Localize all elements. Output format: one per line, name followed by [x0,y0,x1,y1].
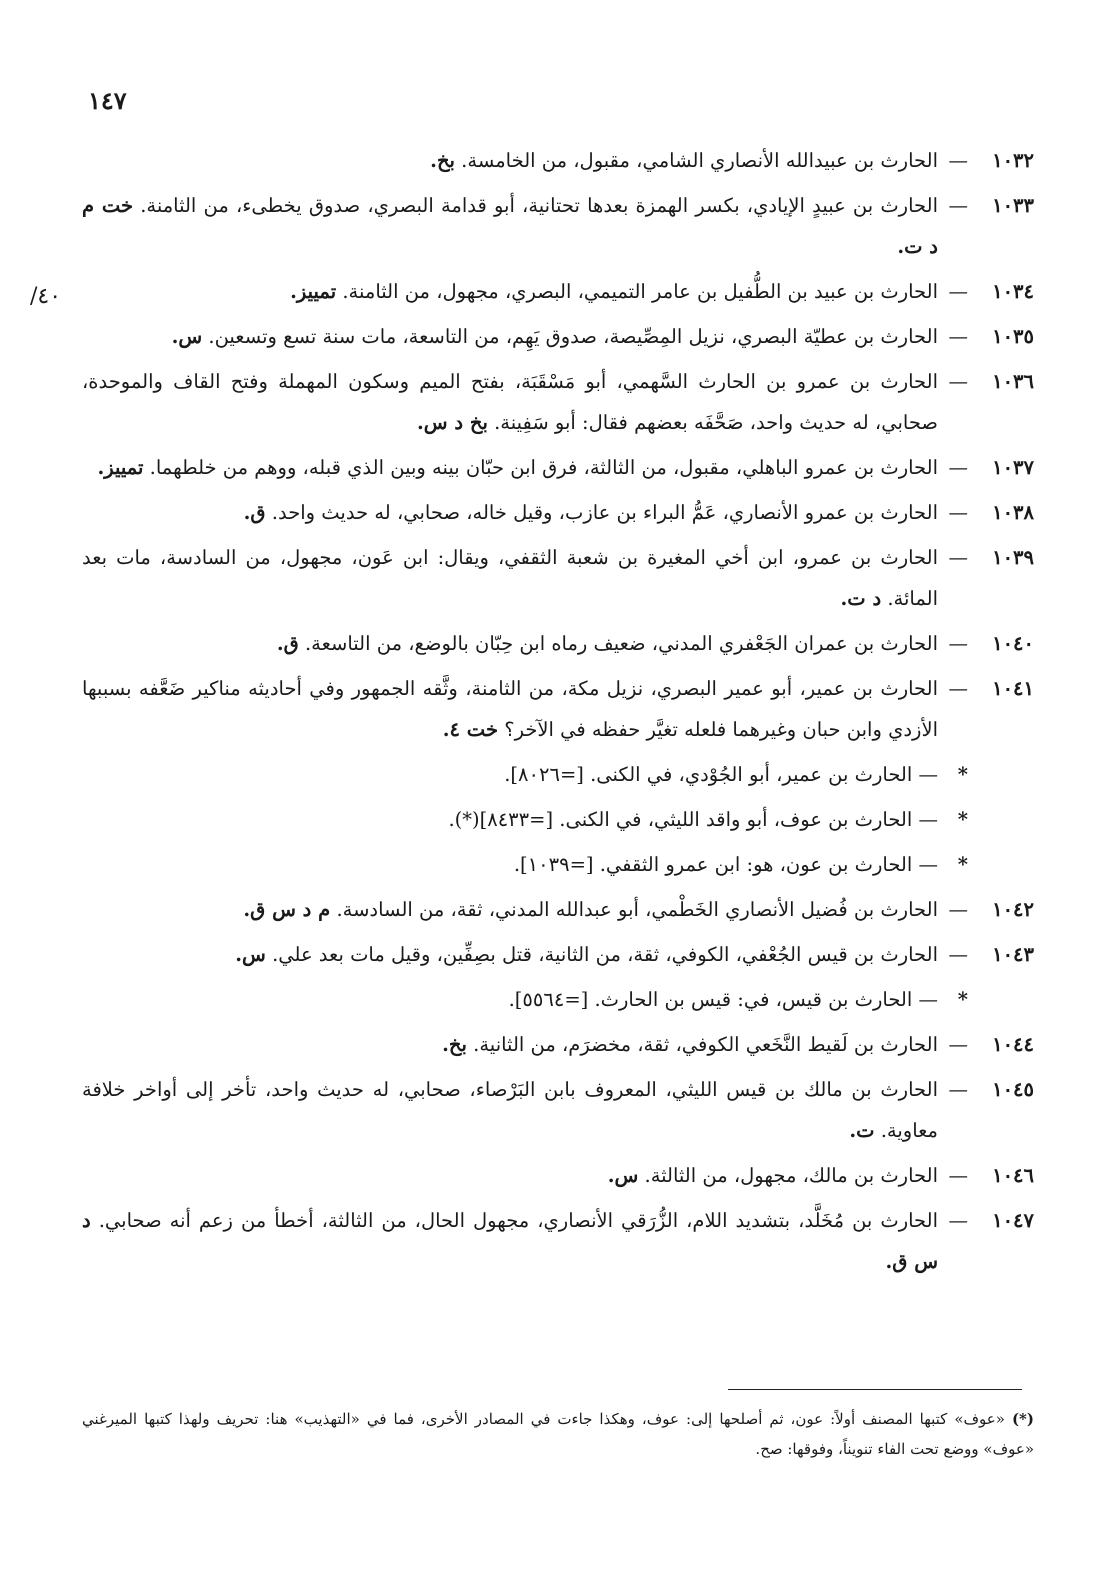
entry-item [82,316,1034,357]
entry-number: ١٠٣٩ [992,546,1034,569]
entry-dash: — [948,370,968,393]
entry-item [82,623,1034,664]
entry-dash: — [948,501,968,524]
entry-text: الحارث بن عطيّة البصري، نزيل المِصِّيصة، صدوق يَهِم، من التاسعة، مات سنة تسع وتسعين. [208,325,938,348]
entry-text: الحارث بن عمران الجَعْفري المدني، ضعيف رماه ابن حِبّان بالوضع، من التاسعة. [304,632,938,655]
entry-item [82,1155,1034,1196]
entry-number: ١٠٣٣ [992,194,1034,217]
entry-text: الحارث بن عوف، أبو واقد الليثي، في الكنى. [=٨٤٣٣](*). [448,808,913,831]
entry-text: الحارث بن عمير، أبو الجُوْدي، في الكنى. [=٨٠٢٦]. [504,763,913,786]
margin-note: ٤٠/ [30,284,62,309]
entry-code: د ت. [840,587,882,610]
entry-number: ١٠٣٥ [992,325,1034,348]
asterisk-icon: * [957,763,968,786]
entry-text: الحارث بن مالك بن قيس الليثي، المعروف بابن البَرْصاء، صحابي، له حديث واحد، تأخر إلى أواخر خلافة معاوية. [82,1078,938,1142]
entry-dash: — [912,763,938,786]
entry-dash: — [948,456,968,479]
entry-dash: — [948,194,968,217]
entry-number: ١٠٣٢ [992,149,1034,172]
entry-code: ت. [849,1119,875,1142]
entry-text: الحارث بن مالك، مجهول، من الثالثة. [644,1164,938,1187]
entry-dash: — [912,853,938,876]
entry-code: تمييز. [97,456,144,479]
entry-number: ١٠٤٣ [992,943,1034,966]
entry-code: خت م د ت. [82,194,938,258]
entry-code: س. [607,1164,639,1187]
entry-code: بخ. [430,149,455,172]
entry-code: بخ. [442,1033,467,1056]
entry-item [82,1024,1034,1065]
entry-text: الحارث بن عمرو بن الحارث السَّهمي، أبو مَسْقَبَة، بفتح الميم وسكون المهملة وفتح القاف والموحدة، صحابي، له حديث واحد، صَحَّفَه بعضهم فقال: أبو سَفِينة. [82,370,938,434]
entry-code: س. [235,943,266,966]
entry-text: الحارث بن عمرو، ابن أخي المغيرة بن شعبة الثقفي، ويقال: ابن عَون، مجهول، من السادسة، مات بعد المائة. [82,546,938,610]
entry-code: بخ د س. [417,411,488,434]
entry-number: ١٠٤٧ [992,1209,1035,1232]
asterisk-icon: * [957,988,968,1011]
entry-item [82,1200,1034,1282]
entries-list [82,140,1034,1286]
entry-code: خت ٤. [442,718,499,741]
entry-text: الحارث بن عبيد بن الطُّفيل بن عامر التميمي، البصري، مجهول، من الثامنة. [342,280,938,303]
entry-number: ١٠٣٨ [992,501,1034,524]
entry-dash: — [948,325,968,348]
entry-number: ١٠٣٦ [992,370,1034,393]
entry-dash: — [948,1078,968,1101]
entry-text: الحارث بن عون، هو: ابن عمرو الثقفي. [=١٠٣٩]. [513,853,913,876]
entry-item [82,492,1034,533]
entry-dash: — [948,898,968,921]
entry-code: د س ق. [82,1209,938,1273]
entry-number: ١٠٣٤ [992,280,1034,303]
entry-item [82,185,1034,267]
entry-number: ١٠٤٥ [992,1078,1034,1101]
entry-code: س. [171,325,203,348]
cross-reference [82,979,1034,1020]
footnote [82,1404,1034,1464]
entry-code: م د س ق. [243,898,331,921]
page-number: ١٤٧ [88,86,127,115]
entry-text: الحارث بن عبيدالله الأنصاري الشامي، مقبول، من الخامسة. [461,149,938,172]
entry-dash: — [948,280,968,303]
entry-item [82,537,1034,619]
entry-code: ق. [276,632,299,655]
entry-item [82,140,1034,181]
entry-text: الحارث بن عمرو الباهلي، مقبول، من الثالثة، فرق ابن حبّان بينه وبين الذي قبله، ووهم من خلطهما. [149,456,938,479]
entry-number: ١٠٤١ [992,677,1034,700]
entry-dash: — [912,988,938,1011]
entry-text: الحارث بن عبيدٍ الإيادي، بكسر الهمزة بعدها تحتانية، أبو قدامة البصري، صدوق يخطىء، من الثامنة. [140,194,938,217]
entry-item [82,889,1034,930]
entry-item [82,271,1034,312]
entry-code: ق. [243,501,266,524]
entry-dash: — [948,943,968,966]
entry-text: الحارث بن عمير، أبو عمير البصري، نزيل مكة، من الثامنة، وثَّقه الجمهور وفي أحاديثه مناكير ضَعَّفه بسببها الأزدي وابن حبان وغيرهما فلعله تغيَّر حفظه في الآخر؟ [82,677,938,741]
footnote-mark: (*) [1011,1410,1034,1428]
entry-text: الحارث بن فُضيل الأنصاري الخَطْمي، أبو عبدالله المدني، ثقة، من السادسة. [336,898,938,921]
cross-reference [82,799,1034,840]
entry-text: الحارث بن قيس، في: قيس بن الحارث. [=٥٥٦٤]. [508,988,913,1011]
footnote-divider [728,1389,1022,1390]
entry-dash: — [948,1033,968,1056]
entry-text: الحارث بن قيس الجُعْفي، الكوفي، ثقة، من الثانية، قتل بصِفِّين، وقيل مات بعد علي. [272,943,938,966]
entry-item [82,361,1034,443]
entry-number: ١٠٣٧ [992,456,1034,479]
entry-text: الحارث بن لَقيط النَّخَعي الكوفي، ثقة، مخضرَم، من الثانية. [473,1033,938,1056]
entry-number: ١٠٤٢ [992,898,1034,921]
entry-dash: — [948,149,968,172]
entry-number: ١٠٤٤ [992,1033,1034,1056]
cross-reference [82,754,1034,795]
entry-text: الحارث بن مُخَلَّد، بتشديد اللام، الزُّرَقي الأنصاري، مجهول الحال، من الثالثة، أخطأ من زعم أنه صحابي. [98,1209,939,1232]
entry-dash: — [912,808,938,831]
footnote-text: «عوف» كتبها المصنف أولاً: عون، ثم أصلحها إلى: عوف، وهكذا جاءت في المصادر الأخرى، فما في «التهذيب» هنا: تحريف ولهذا كتبها الميرغني «عوف» ووضع تحت الفاء تنويناً، وفوقها: صح. [82,1410,1034,1458]
entry-dash: — [948,1164,968,1187]
entry-dash: — [948,677,968,700]
entry-item [82,668,1034,750]
entry-item [82,1069,1034,1151]
asterisk-icon: * [957,808,968,831]
cross-reference [82,844,1034,885]
entry-text: الحارث بن عمرو الأنصاري، عَمُّ البراء بن عازب، وقيل خاله، صحابي، له حديث واحد. [271,501,938,524]
entry-item [82,934,1034,975]
entry-dash: — [948,1209,969,1232]
entry-code: تمييز. [290,280,337,303]
entry-item [82,447,1034,488]
entry-dash: — [948,546,968,569]
asterisk-icon: * [957,853,968,876]
entry-dash: — [948,632,968,655]
entry-number: ١٠٤٦ [992,1164,1034,1187]
entry-number: ١٠٤٠ [992,632,1034,655]
